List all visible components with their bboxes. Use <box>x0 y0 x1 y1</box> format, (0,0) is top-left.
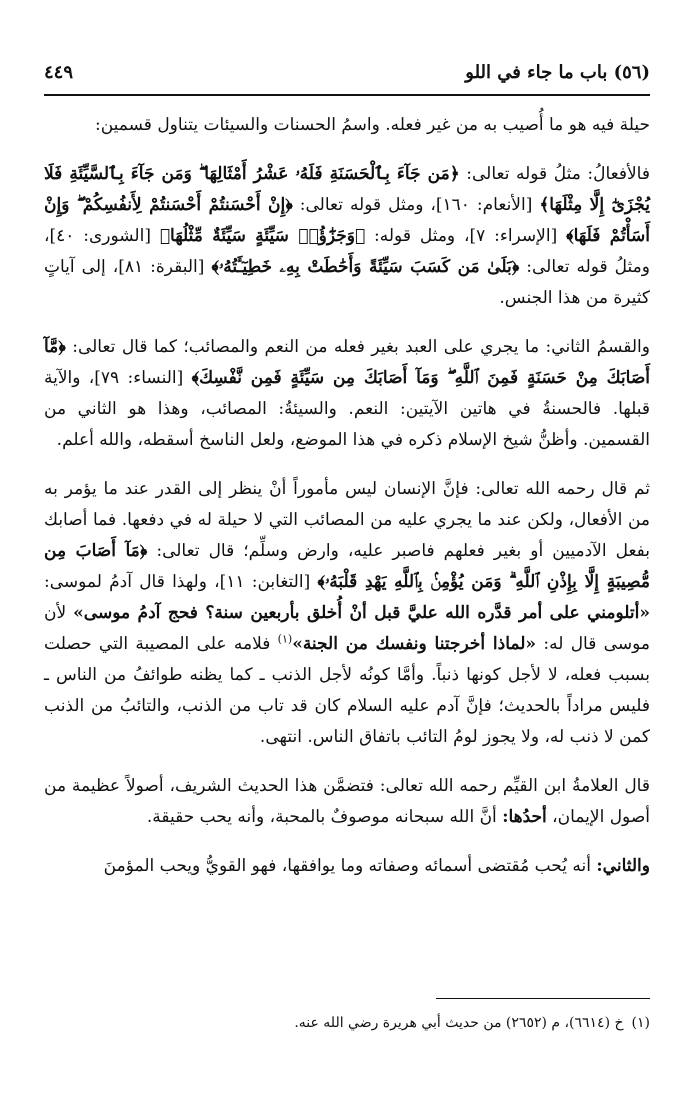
point-heading: والثاني: <box>596 856 650 876</box>
paragraph-4 <box>44 474 650 753</box>
paragraph-6 <box>44 851 650 882</box>
running-title: (٥٦) باب ما جاء في اللو <box>465 62 650 83</box>
paragraph-3 <box>44 332 650 456</box>
paragraph-text: أنه يُحب مُقتضى أسمائه وصفاته وما يوافقها، فهو القويُّ ويحب المؤمنَ <box>103 856 597 876</box>
quran-verse: ﴿مَآ أَصَابَ مِن مُّصِيبَةٍ إِلَّا بِإِذْنِ ٱللَّهِ ۗ وَمَن يُؤْمِنۢ بِٱللَّهِ يَهْدِ قَلْبَهُۥ﴾ <box>44 541 650 592</box>
page-header <box>44 60 650 96</box>
paragraph-text: ثم قال رحمه الله تعالى: فإنَّ الإنسان ليس مأموراً أنْ ينظر إلى القدر عند ما يؤمر به من الأفعال، ولكن عند ما يجري عليه من المصائب التي لا حيلة له في دفعها. فما أصابك بفعل الآدميين أو بغير فعلهم فاصبر عليه، وارض وسلِّم؛ قال تعالى: <box>44 479 650 561</box>
footnote-text: خ (٦٦١٤)، م (٢٦٥٢) من حديث أبي هريرة رضي الله عنه. <box>294 1015 624 1031</box>
footnote-mark: (١) <box>631 1015 650 1031</box>
quran-verse: ﴿إِنْ أَحْسَنتُمْ أَحْسَنتُمْ لِأَنفُسِكُمْ ۖ وَإِنْ أَسَأْتُمْ فَلَهَا﴾ <box>44 195 650 246</box>
footnote <box>44 1012 650 1034</box>
paragraph-text: فلامه على المصيبة التي حصلت بسبب فعله، لا لأجل كونها ذنباً. وأمَّا كونُه لأجل الذنب ـ كما يظنه طوائفُ من الناس ـ فليس مراداً بالحديث؛ فإنَّ آدم عليه السلام كان قد تاب من الذنب، والتائبُ من الذنب كمن لا ذنب له، ولا يجوز لومُ التائب باتفاق الناس. انتهى. <box>44 634 650 747</box>
point-heading: أحدُها: <box>502 807 547 827</box>
paragraph-text: [الشورى: ٤٠]، ومثلُ قوله تعالى: <box>44 226 650 277</box>
quran-verse: ﴿مَن جَآءَ بِٱلْحَسَنَةِ فَلَهُۥ عَشْرُ أَمْثَالِهَا ۖ وَمَن جَآءَ بِٱلسَّيِّئَةِ فَلَا يُجْزَىٰٓ إِلَّا مِثْلَهَا﴾ <box>44 164 650 215</box>
paragraph-text: لأن موسى قال له: <box>44 603 650 654</box>
hadith-quote: «لماذا أخرجتنا ونفسك من الجنة» <box>292 634 537 654</box>
quran-verse: ﴿وَجَزَٰٓؤُا۟ سَيِّئَةٍ سَيِّئَةٌ مِّثْلُهَا﴾ <box>159 226 366 246</box>
paragraph-text: [الإسراء: ٧]، ومثل قوله: <box>365 226 567 246</box>
paragraph-5 <box>44 771 650 833</box>
paragraph-1 <box>44 110 650 141</box>
footnote-reference[interactable]: (١) <box>277 632 293 646</box>
quran-verse: ﴿بَلَىٰ مَن كَسَبَ سَيِّئَةً وَأَحَٰطَتْ بِهِۦ خَطِيٓـَٔتُهُۥ﴾ <box>211 257 520 277</box>
paragraph-text: أنَّ الله سبحانه موصوفٌ بالمحبة، وأنه يحب حقيقة. <box>146 807 503 827</box>
paragraph-text: والقسمُ الثاني: ما يجري على العبد بغير فعله من النعم والمصائب؛ كما قال تعالى: <box>65 337 650 357</box>
paragraph-text: حيلة فيه هو ما أُصيب به من غير فعله. واسمُ الحسنات والسيئات يتناول قسمين: <box>95 115 650 135</box>
paragraph-text: [الأنعام: ١٦٠]، ومثل قوله تعالى: <box>292 195 540 215</box>
paragraph-text: قال العلامةُ ابن القيِّم رحمه الله تعالى: فتضمَّن هذا الحديث الشريف، أصولاً عظيمة من أصول الإيمان، <box>44 776 650 827</box>
paragraph-text: فالأفعالُ: مثلُ قوله تعالى: <box>459 164 650 184</box>
paragraph-text: [التغابن: ١١]، ولهذا قال آدمُ لموسى: <box>44 572 318 592</box>
paragraph-text: [النساء: ٧٩]، والآية قبلها. فالحسنةُ في هاتين الآيتين: النعم. والسيئةُ: المصائب، وهذا هو الثاني من القسمين. وأظنُّ شيخ الإسلام ذكره في هذا الموضع، ولعل الناسخ أسقطه، والله أعلم. <box>44 368 650 450</box>
paragraph-text: [البقرة: ٨١]، إلى آياتٍ كثيرة من هذا الجنس. <box>44 257 650 308</box>
footnote-divider <box>436 998 650 999</box>
main-text <box>44 110 650 900</box>
page-number: ٤٤٩ <box>44 62 74 83</box>
hadith-quote: «أتلومني على أمر قدَّره الله عليَّ قبل أنْ أُخلق بأربعين سنة؟ فحج آدمُ موسى» <box>73 603 650 623</box>
quran-verse: ﴿مَّآ أَصَابَكَ مِنْ حَسَنَةٍ فَمِنَ ٱللَّهِ ۖ وَمَآ أَصَابَكَ مِن سَيِّئَةٍ فَمِن نَّفْسِكَ﴾ <box>44 337 650 388</box>
paragraph-2 <box>44 159 650 314</box>
